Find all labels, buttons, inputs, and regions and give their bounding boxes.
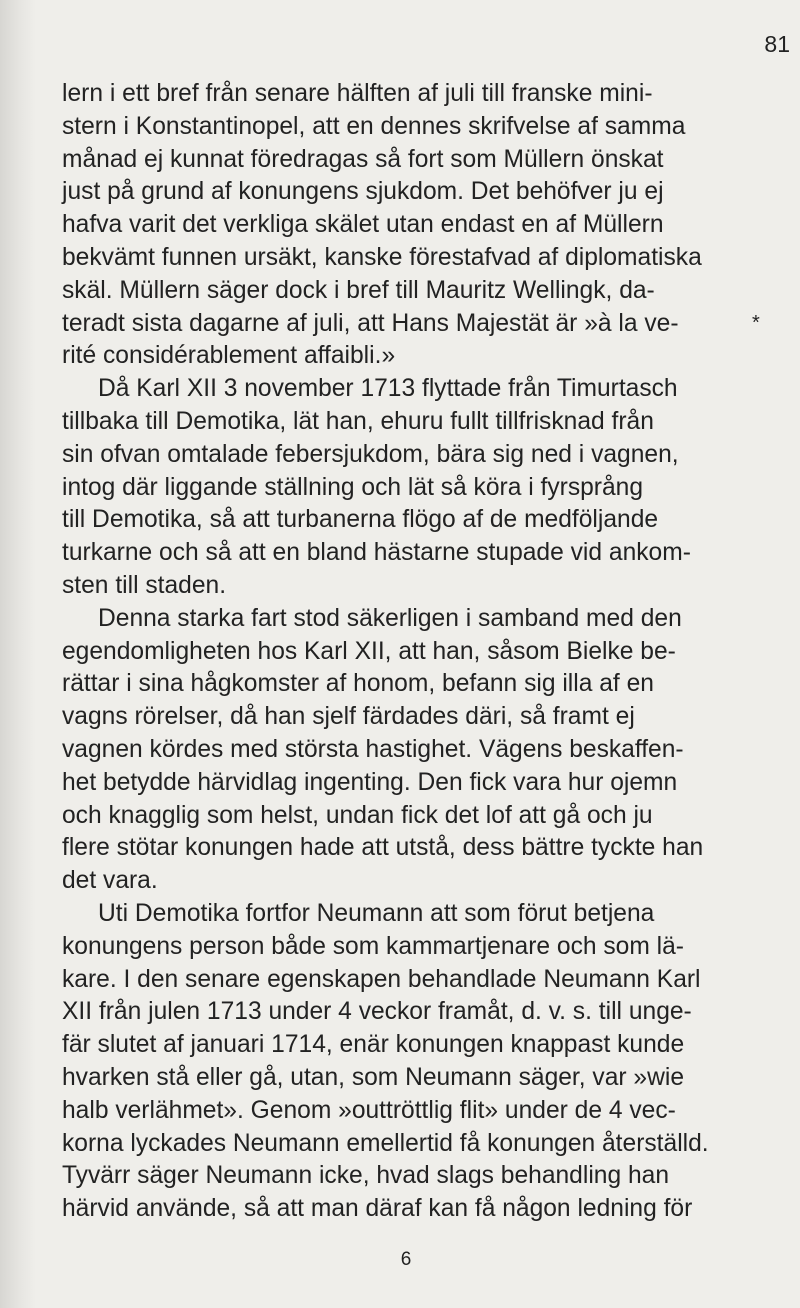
text-line-22: het betydde härvidlag ingenting. Den fick vara hur ojemn bbox=[62, 768, 678, 796]
text-line-27: konungens person både som kammartjenare och som lä- bbox=[62, 932, 685, 960]
text-line-33: korna lyckades Neumann emellertid få konungen återställd. bbox=[62, 1129, 709, 1157]
text-line-10: Då Karl XII 3 november 1713 flyttade från Timurtasch bbox=[98, 375, 678, 403]
text-line-12: sin ofvan omtalade febersjukdom, bära sig ned i vagnen, bbox=[62, 440, 679, 468]
text-line-35: härvid använde, så att man däraf kan få någon ledning för bbox=[62, 1195, 693, 1223]
text-line-34: Tyvärr säger Neumann icke, hvad slags behandling han bbox=[62, 1162, 670, 1190]
text-line-6: bekvämt funnen ursäkt, kanske förestafvad af diplomatiska bbox=[62, 243, 702, 271]
text-line-20: vagns rörelser, då han sjelf färdades däri, så framt ej bbox=[62, 703, 635, 731]
text-line-14: till Demotika, så att turbanerna flögo af de medföljande bbox=[62, 506, 659, 534]
text-line-4: just på grund af konungens sjukdom. Det behöfver ju ej bbox=[62, 178, 664, 206]
text-line-28: kare. I den senare egenskapen behandlade Neumann Karl bbox=[62, 965, 701, 993]
text-line-21: vagnen kördes med största hastighet. Vägens beskaffen- bbox=[62, 735, 684, 763]
text-line-1: lern i ett bref från senare hälften af juli till franske mini- bbox=[62, 80, 653, 107]
body-text bbox=[62, 78, 738, 1226]
text-line-17: Denna starka fart stod säkerligen i samband med den bbox=[98, 604, 682, 632]
text-line-26: Uti Demotika fortfor Neumann att som förut betjena bbox=[98, 899, 655, 927]
text-line-29: XII från julen 1713 under 4 veckor framåt, d. v. s. till unge- bbox=[62, 998, 692, 1026]
text-line-11: tillbaka till Demotika, lät han, ehuru fullt tillfrisknad från bbox=[62, 407, 654, 435]
text-line-5: hafva varit det verkliga skälet utan endast en af Müllern bbox=[62, 211, 664, 239]
text-line-13: intog där liggande ställning och lät så köra i fyrsprång bbox=[62, 473, 644, 501]
text-line-7: skäl. Müllern säger dock i bref till Mauritz Wellingk, da- bbox=[62, 276, 655, 304]
signature-number: 6 bbox=[400, 1249, 412, 1270]
text-line-32: halb verlähmet». Genom »outtröttlig flit» under de 4 vec- bbox=[62, 1096, 676, 1124]
page-number: 81 bbox=[764, 31, 790, 57]
text-line-24: flere stötar konungen hade att utstå, dess bättre tyckte han bbox=[62, 834, 704, 862]
text-line-18: egendomligheten hos Karl XII, att han, såsom Bielke be- bbox=[62, 637, 676, 665]
text-line-19: rättar i sina hågkomster af honom, befann sig illa af en bbox=[62, 670, 654, 698]
text-line-23: och knagglig som helst, undan fick det lof att gå och ju bbox=[62, 801, 653, 829]
text-line-25: det vara. bbox=[62, 867, 158, 895]
page-edge-shadow bbox=[0, 0, 36, 1308]
text-line-31: hvarken stå eller gå, utan, som Neumann säger, var »wie bbox=[62, 1063, 685, 1091]
text-line-30: fär slutet af januari 1714, enär konungen knappast kunde bbox=[62, 1031, 685, 1059]
text-line-3: månad ej kunnat föredragas så fort som Müllern önskat bbox=[62, 145, 664, 173]
text-line-16: sten till staden. bbox=[62, 571, 227, 599]
text-line-2: stern i Konstantinopel, att en dennes skrifvelse af samma bbox=[62, 112, 686, 140]
margin-asterisk: * bbox=[752, 312, 760, 334]
text-line-15: turkarne och så att en bland hästarne stupade vid ankom- bbox=[62, 539, 691, 567]
text-line-8: teradt sista dagarne af juli, att Hans Majestät är »à la ve- bbox=[62, 309, 679, 337]
text-line-9: rité considérablement affaibli.» bbox=[62, 342, 396, 370]
